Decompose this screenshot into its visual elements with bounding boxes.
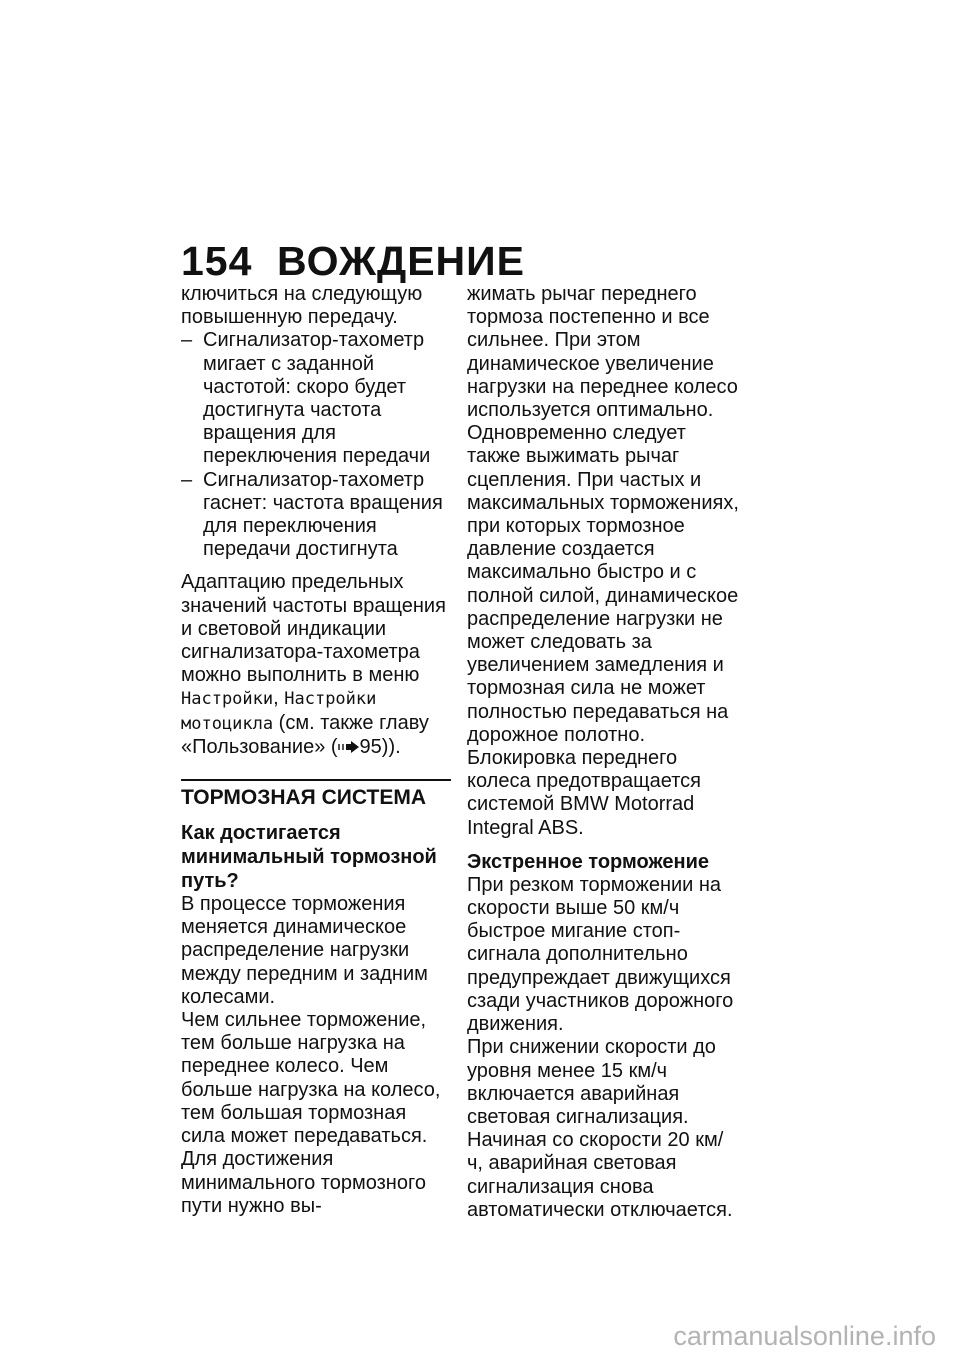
arrow-right-icon: [338, 740, 360, 754]
list-item-text: Сигнализатор-тахометр гаснет: частота вращения для переключения передачи достигнута: [203, 468, 443, 561]
dash-bullet: –: [181, 468, 193, 491]
dash-bullet: –: [181, 329, 193, 352]
subheading: Как достигается минимальный тормозной путь?: [181, 822, 437, 893]
paragraph: Чем сильнее торможение, тем больше нагрузка на переднее колесо. Чем больше нагрузка на колесо, тем большая тормозная сила может передаваться.: [181, 1009, 441, 1148]
paragraph: [181, 571, 451, 759]
left-column: [181, 283, 451, 1218]
paragraph: В процессе торможения меняется динамическое распределение нагрузки между передним и задним колесами.: [181, 893, 428, 1008]
paragraph-text: (см. также главу «Пользование» (: [181, 711, 429, 758]
paragraph-text: Адаптацию предельных значений частоты вращения и световой индикации сигнализатора-тахометра можно выполнить в меню: [181, 571, 446, 687]
section-divider: [181, 779, 451, 781]
paragraph: При резком торможении на скорости выше 50 км/ч быстрое мигание стоп-сигнала дополнительно предупреждает движущихся сзади участников дорожного движения.: [467, 873, 734, 1036]
watermark: carmanualsonline.info: [673, 1321, 936, 1351]
page-title: ВОЖДЕНИЕ: [277, 238, 525, 284]
menu-vehicle-settings: Настройки мотоцикла: [181, 689, 377, 734]
page-reference-link[interactable]: [338, 736, 382, 759]
list-item-text: Сигнализатор-тахометр мигает с заданной частотой: скоро будет достигнута частота вращения для переключения передачи: [203, 329, 431, 468]
paragraph: ключиться на следующую повышенную передачу.: [181, 283, 423, 329]
paragraph: Для достижения минимального тормозного пути нужно вы-: [181, 1148, 426, 1217]
list-item: [181, 329, 451, 468]
section-title: ТОРМОЗНАЯ СИСТЕМА: [181, 786, 427, 810]
paragraph-text: )).: [381, 735, 401, 758]
paragraph: При снижении скорости до уровня менее 15 км/ч включается аварийная световая сигнализация. Начиная со скорости 20 км/ч, аварийная световая сигнализация снова автоматически отключается.: [467, 1036, 733, 1221]
right-column: [467, 283, 739, 1222]
paragraph: жимать рычаг переднего тормоза постепенно и все сильнее. При этом динамическое увеличение нагрузки на переднее колесо используется оптимально. Одновременно следует также выжимать рычаг сцепления. При частых и максимальных торможениях, при которых тормозное давление создается максимально быстро и с полной силой, динамическое распределение нагрузки не может следовать за увеличением замедления и тормозная сила не может полностью передаваться на дорожное полотно.: [467, 283, 739, 746]
page-header: [181, 238, 525, 285]
page-number: 154: [181, 238, 253, 284]
menu-settings: Настройки: [181, 689, 274, 710]
paragraph: Блокировка переднего колеса предотвращается системой BMW Motorrad Integral ABS.: [467, 747, 701, 839]
comma: ,: [273, 687, 285, 710]
page-reference-number: 95: [359, 735, 382, 758]
subheading: Экстренное торможение: [467, 850, 710, 873]
list-item: [181, 469, 451, 562]
